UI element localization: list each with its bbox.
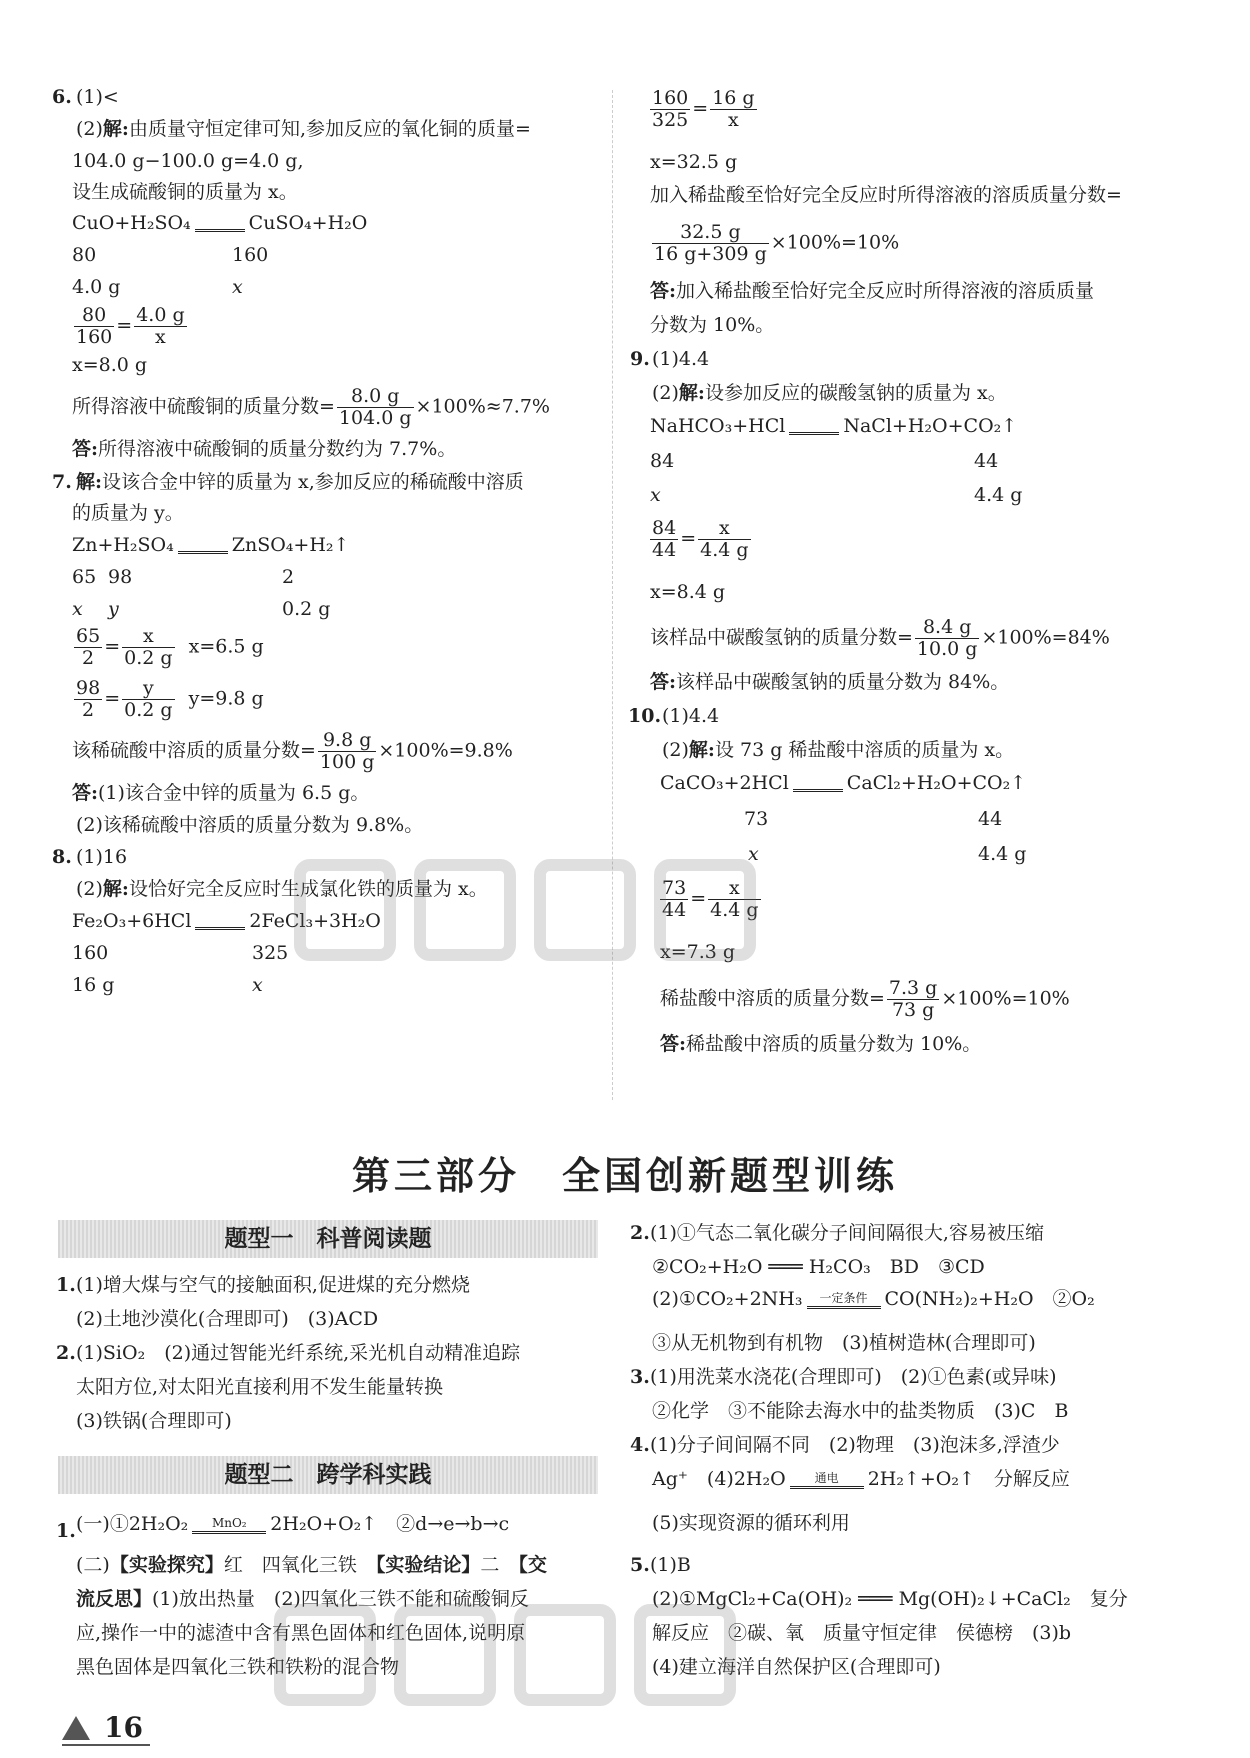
q6-given-a: 4.0 g <box>72 276 121 298</box>
q10-fraction: 稀盐酸中溶质的质量分数= $\frac{7.3 g}{73 g}$ ×100%=10% <box>660 977 1070 1021</box>
q6-fraction: 所得溶液中硫酸铜的质量分数= $\frac{8.0 g}{104.0 g}$ ×100%≈7.7% <box>72 385 550 429</box>
t1-q2-line1: (1)SiO₂ (2)通过智能光纤系统,采光机自动精准追踪 <box>76 1342 521 1364</box>
r-q4-line2: Ag⁺ (4)2H₂O 通电 2H₂↑+O₂↑ 分解反应 <box>652 1468 1070 1490</box>
watermark-icon <box>270 1600 750 1710</box>
q9-given-b: 4.4 g <box>974 484 1023 506</box>
q8-mass-b: 325 <box>252 942 289 964</box>
q9-answer: 答:该样品中碳酸氢钠的质量分数为 84%。 <box>650 671 1010 693</box>
q6-part1: (1)< <box>76 86 119 108</box>
page-number: 16 <box>104 1711 143 1744</box>
q7-text: 解:设该合金中锌的质量为 x,参加反应的稀硫酸中溶质 <box>76 471 524 493</box>
section-heading-type1: 题型一 科普阅读题 <box>58 1220 598 1258</box>
q6-answer: 答:所得溶液中硫酸铜的质量分数约为 7.7%。 <box>72 438 457 460</box>
q8-part2: (2)解:设恰好完全反应时生成氯化铁的质量为 x。 <box>76 878 488 900</box>
q6-number: 6. <box>52 86 72 108</box>
q7-given-c: 0.2 g <box>282 598 331 620</box>
r-q2-number: 2. <box>630 1222 650 1244</box>
q6-mass-a: 80 <box>72 244 97 266</box>
q10-number: 10. <box>628 705 662 727</box>
q10-given-a: x <box>748 843 759 865</box>
q6-line2: 104.0 g−100.0 g=4.0 g, <box>72 150 304 172</box>
q8-number: 8. <box>52 846 72 868</box>
t1-q2-line3: (3)铁锅(合理即可) <box>76 1410 232 1432</box>
q8-result: x=32.5 g <box>650 151 738 173</box>
q8-part1: (1)16 <box>76 846 128 868</box>
q10-given-b: 4.4 g <box>978 843 1027 865</box>
q6-proportion: $\frac{80}{160}$ = $\frac{4.0 g}{x}$ <box>76 304 185 348</box>
r-q3-line2: ②化学 ③不能除去海水中的盐类物质 (3)C B <box>652 1400 1069 1422</box>
footer-rule <box>62 1744 150 1746</box>
q7-proportion-1: $\frac{65}{2}$ = $\frac{x}{0.2 g}$ x=6.5 g <box>76 625 264 669</box>
section-heading-type2: 题型二 跨学科实践 <box>58 1456 598 1494</box>
t2-q1-line3: 流反思】(1)放出热量 (2)四氧化三铁不能和硫酸铜反 <box>76 1588 529 1610</box>
q9-equation: NaHCO₃+HCl NaCl+H₂O+CO₂↑ <box>650 415 1018 437</box>
r-q4-line1: (1)分子间间隔不同 (2)物理 (3)泡沫多,浮渣少 <box>650 1434 1060 1456</box>
q9-fraction: 该样品中碳酸氢钠的质量分数= $\frac{8.4 g}{10.0 g}$ ×100%=84% <box>650 616 1110 660</box>
publisher-logo-icon <box>62 1716 90 1740</box>
q6-given-b: x <box>232 276 243 298</box>
q10-part1: (1)4.4 <box>662 705 720 727</box>
q9-number: 9. <box>630 348 650 370</box>
t2-q1-line2: (二)【实验探究】红 四氧化三铁 【实验结论】二 【交 <box>76 1554 547 1576</box>
q9-result: x=8.4 g <box>650 581 726 603</box>
q7-fraction: 该稀硫酸中溶质的质量分数= $\frac{9.8 g}{100 g}$ ×100%=9.8% <box>72 729 513 773</box>
q10-mass-b: 44 <box>978 808 1003 830</box>
q10-proportion: $\frac{73}{44}$ = $\frac{x}{4.4 g}$ <box>662 877 759 921</box>
q8-answer-2: 分数为 10%。 <box>650 314 775 336</box>
r-q2-line1: (1)①气态二氧化碳分子间间隔很大,容易被压缩 <box>650 1222 1044 1244</box>
q7-proportion-2: $\frac{98}{2}$ = $\frac{y}{0.2 g}$ y=9.8 g <box>76 677 264 721</box>
t2-q1-line4: 应,操作一中的滤渣中含有黑色固体和红色固体,说明原 <box>76 1622 526 1644</box>
q6-part2: (2)解:由质量守恒定律可知,参加反应的氧化铜的质量= <box>76 118 531 140</box>
q9-given-a: x <box>650 484 661 506</box>
q8-given-a: 16 g <box>72 974 115 996</box>
q7-given-b: y <box>108 598 119 620</box>
r-q5-number: 5. <box>630 1554 650 1576</box>
q8-given-b: x <box>252 974 263 996</box>
r-q5-line3: 解反应 ②碳、氧 质量守恒定律 侯德榜 (3)b <box>652 1622 1072 1644</box>
t1-q1-line2: (2)土地沙漠化(合理即可) (3)ACD <box>76 1308 379 1330</box>
q10-mass-a: 73 <box>744 808 769 830</box>
q7-answer-2: (2)该稀硫酸中溶质的质量分数为 9.8%。 <box>76 814 424 836</box>
r-q5-line4: (4)建立海洋自然保护区(合理即可) <box>652 1656 941 1678</box>
t2-q1-line5: 黑色固体是四氧化三铁和铁粉的混合物 <box>76 1656 400 1678</box>
r-q3-line1: (1)用洗菜水浇花(合理即可) (2)①色素(或异味) <box>650 1366 1057 1388</box>
r-q3-number: 3. <box>630 1366 650 1388</box>
t1-q1-line1: (1)增大煤与空气的接触面积,促进煤的充分燃烧 <box>76 1274 470 1296</box>
r-q5-line1: (1)B <box>650 1554 691 1576</box>
q10-part2: (2)解:设 73 g 稀盐酸中溶质的质量为 x。 <box>662 739 1015 761</box>
t2-q1-number: 1. <box>56 1520 76 1542</box>
q7-given-a: x <box>72 598 83 620</box>
q9-proportion: $\frac{84}{44}$ = $\frac{x}{4.4 g}$ <box>652 517 749 561</box>
q7-mass-c: 2 <box>282 566 295 588</box>
r-q5-line2: (2)①MgCl₂+Ca(OH)₂ ═══ Mg(OH)₂↓+CaCl₂ 复分 <box>652 1588 1128 1610</box>
q9-mass-a: 84 <box>650 450 675 472</box>
q7-answer-1: 答:(1)该合金中锌的质量为 6.5 g。 <box>72 782 370 804</box>
r-q2-line2: ②CO₂+H₂O ═══ H₂CO₃ BD ③CD <box>652 1256 985 1278</box>
q6-result: x=8.0 g <box>72 354 148 376</box>
t1-q2-line2: 太阳方位,对太阳光直接利用不发生能量转换 <box>76 1376 444 1398</box>
q9-mass-b: 44 <box>974 450 999 472</box>
q9-part2: (2)解:设参加反应的碳酸氢钠的质量为 x。 <box>652 382 1007 404</box>
q10-answer: 答:稀盐酸中溶质的质量分数为 10%。 <box>660 1033 982 1055</box>
q10-result: x=7.3 g <box>660 941 736 963</box>
part-title: 第三部分 全国创新题型训练 <box>351 1154 898 1198</box>
q7-mass-b: 98 <box>108 566 133 588</box>
q8-mass-a: 160 <box>72 942 109 964</box>
watermark-icon <box>290 855 770 965</box>
q10-equation: CaCO₃+2HCl CaCl₂+H₂O+CO₂↑ <box>660 772 1027 794</box>
q8-answer-1: 答:加入稀盐酸至恰好完全反应时所得溶液的溶质质量 <box>650 280 1095 302</box>
r-q4-line3: (5)实现资源的循环利用 <box>652 1512 850 1534</box>
t2-q1-line1: (一)①2H₂O₂ MnO₂ 2H₂O+O₂↑ ②d→e→b→c <box>76 1513 510 1535</box>
q6-mass-b: 160 <box>232 244 269 266</box>
q8-proportion: $\frac{160}{325}$ = $\frac{16 g}{x}$ <box>652 87 755 131</box>
q7-line2: 的质量为 y。 <box>72 502 184 524</box>
q6-line3: 设生成硫酸铜的质量为 x。 <box>72 181 298 203</box>
q7-mass-a: 65 <box>72 566 97 588</box>
q9-part1: (1)4.4 <box>652 348 710 370</box>
q8-equation: Fe₂O₃+6HCl 2FeCl₃+3H₂O <box>72 910 381 932</box>
q8-line: 加入稀盐酸至恰好完全反应时所得溶液的溶质质量分数= <box>650 184 1122 206</box>
t1-q1-number: 1. <box>56 1274 76 1296</box>
q6-equation: CuO+H₂SO₄ CuSO₄+H₂O <box>72 212 368 234</box>
r-q4-number: 4. <box>630 1434 650 1456</box>
q7-equation: Zn+H₂SO₄ ZnSO₄+H₂↑ <box>72 534 350 556</box>
r-q2-line3: (2)①CO₂+2NH₃ 一定条件 CO(NH₂)₂+H₂O ②O₂ <box>652 1288 1095 1310</box>
r-q2-line4: ③从无机物到有机物 (3)植树造林(合理即可) <box>652 1332 1036 1354</box>
t1-q2-number: 2. <box>56 1342 76 1364</box>
q8-fraction: $\frac{32.5 g}{16 g+309 g}$ ×100%=10% <box>654 221 900 265</box>
q7-number: 7. <box>52 471 72 493</box>
